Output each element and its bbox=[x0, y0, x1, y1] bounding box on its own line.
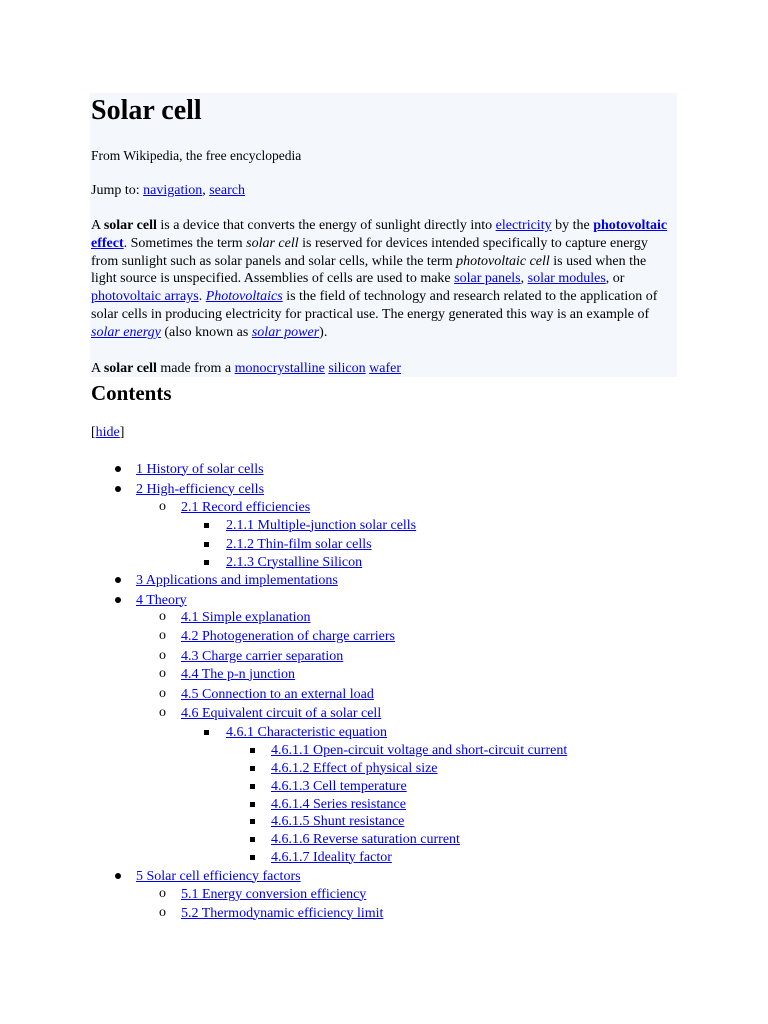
solar-power-link[interactable]: solar power bbox=[251, 324, 320, 340]
solar-panels-link[interactable]: solar panels bbox=[454, 271, 521, 287]
bullet-disc-icon bbox=[115, 577, 121, 583]
toc-toggle-bracket: ] bbox=[119, 425, 125, 440]
bullet-square-icon bbox=[204, 523, 209, 528]
electricity-link[interactable]: electricity bbox=[495, 218, 552, 233]
bullet-circle-icon: o bbox=[159, 647, 166, 663]
bullet-square-icon bbox=[250, 802, 255, 807]
intro-text: is reserved for devices intended specifically to capture energy from sunlight such as solar panels and solar cells, while the term bbox=[91, 235, 648, 269]
bullet-square-icon bbox=[204, 542, 209, 547]
caption-text: A bbox=[91, 361, 104, 376]
photovoltaic-arrays-link[interactable]: photovoltaic arrays bbox=[91, 289, 199, 305]
solar-energy-link[interactable]: solar energy bbox=[91, 324, 161, 340]
bullet-disc-icon bbox=[115, 873, 121, 879]
intro-text: is the field of technology and research related to the application of solar cells in producing electricity for practical use. The energy generated this way is an example of bbox=[91, 289, 658, 322]
bullet-disc-icon bbox=[115, 597, 121, 603]
toc-link[interactable]: 2.1.3 Crystalline Silicon bbox=[226, 554, 363, 570]
intro-text: by the bbox=[551, 218, 594, 233]
intro-term-italic: photovoltaic cell bbox=[456, 253, 550, 269]
toc-link[interactable]: 4.6.1.5 Shunt resistance bbox=[271, 813, 405, 829]
bullet-circle-icon: o bbox=[159, 665, 166, 681]
toc-link[interactable]: 5.1 Energy conversion efficiency bbox=[181, 886, 367, 902]
page-title: Solar cell bbox=[91, 95, 202, 126]
bullet-square-icon bbox=[250, 766, 255, 771]
bullet-square-icon bbox=[250, 784, 255, 789]
bullet-disc-icon bbox=[115, 466, 121, 472]
toc-link[interactable]: 4.6.1.1 Open-circuit voltage and short-circuit current bbox=[271, 742, 568, 758]
intro-term-bold: solar cell bbox=[103, 218, 157, 233]
wafer-link[interactable]: wafer bbox=[369, 361, 402, 376]
intro-paragraph bbox=[91, 217, 669, 342]
bullet-circle-icon: o bbox=[159, 498, 166, 514]
bullet-circle-icon: o bbox=[159, 627, 166, 643]
intro-text: , or bbox=[605, 271, 625, 287]
toc-link[interactable]: 5.2 Thermodynamic efficiency limit bbox=[181, 905, 384, 921]
toc-link[interactable]: 5 Solar cell efficiency factors bbox=[136, 868, 301, 884]
toc-link[interactable]: 4.6.1.7 Ideality factor bbox=[271, 849, 392, 865]
bullet-circle-icon: o bbox=[159, 685, 166, 701]
intro-text: . bbox=[198, 289, 206, 305]
bullet-square-icon bbox=[250, 819, 255, 824]
toc-link[interactable]: 4.6.1.6 Reverse saturation current bbox=[271, 831, 460, 847]
toc-link[interactable]: 4.6 Equivalent circuit of a solar cell bbox=[181, 705, 382, 721]
toc-link[interactable]: 2.1.2 Thin-film solar cells bbox=[226, 536, 372, 552]
bullet-circle-icon: o bbox=[159, 885, 166, 901]
toc-link[interactable]: 4.5 Connection to an external load bbox=[181, 686, 374, 702]
toc-link[interactable]: 4.6.1 Characteristic equation bbox=[226, 724, 387, 740]
intro-term-italic: solar cell bbox=[246, 235, 299, 251]
toc-link[interactable]: 4.6.1.3 Cell temperature bbox=[271, 778, 407, 794]
photovoltaics-link[interactable]: Photovoltaics bbox=[205, 289, 283, 305]
toc-link[interactable]: 4.4 The p-n junction bbox=[181, 666, 296, 682]
toc-toggle bbox=[91, 424, 124, 441]
toc-link[interactable]: 2.1.1 Multiple-junction solar cells bbox=[226, 517, 417, 533]
bullet-circle-icon: o bbox=[159, 704, 166, 720]
bullet-circle-icon: o bbox=[159, 608, 166, 624]
jump-to-label: Jump to: bbox=[91, 183, 140, 198]
toc-link[interactable]: 4.6.1.4 Series resistance bbox=[271, 796, 406, 812]
solar-modules-link[interactable]: solar modules bbox=[527, 271, 606, 287]
silicon-link[interactable]: silicon bbox=[328, 361, 366, 376]
bullet-disc-icon bbox=[115, 486, 121, 492]
intro-text: ). bbox=[319, 324, 328, 340]
toc-link[interactable]: 4.6.1.2 Effect of physical size bbox=[271, 760, 438, 776]
monocrystalline-link[interactable]: monocrystalline bbox=[234, 361, 325, 376]
toc-hide-link[interactable]: hide bbox=[95, 425, 120, 440]
site-tagline: From Wikipedia, the free encyclopedia bbox=[91, 148, 302, 163]
intro-text: is used when the light source is unspecified. Assemblies of cells are used to make bbox=[91, 253, 647, 287]
toc-link[interactable]: 4 Theory bbox=[136, 592, 187, 608]
toc-toggle-bracket: [ bbox=[91, 425, 96, 440]
bullet-square-icon bbox=[250, 837, 255, 842]
toc-link[interactable]: 3 Applications and implementations bbox=[136, 572, 338, 588]
image-caption bbox=[91, 360, 401, 377]
bullet-square-icon bbox=[204, 730, 209, 735]
toc-link[interactable]: 4.3 Charge carrier separation bbox=[181, 648, 344, 664]
toc-link[interactable]: 1 History of solar cells bbox=[136, 461, 264, 477]
photovoltaic-effect-link[interactable]: photovoltaic effect bbox=[91, 218, 668, 251]
toc-title: Contents bbox=[91, 381, 172, 405]
caption-text: made from a bbox=[156, 361, 235, 376]
caption-term-bold: solar cell bbox=[103, 361, 157, 376]
intro-text: is a device that converts the energy of sunlight directly into bbox=[156, 218, 496, 233]
toc-link[interactable]: 2 High-efficiency cells bbox=[136, 481, 265, 497]
bullet-square-icon bbox=[250, 748, 255, 753]
toc-link[interactable]: 2.1 Record efficiencies bbox=[181, 499, 311, 515]
bullet-circle-icon: o bbox=[159, 904, 166, 920]
jump-to-links bbox=[91, 182, 245, 199]
bullet-square-icon bbox=[204, 560, 209, 565]
toc-link[interactable]: 4.2 Photogeneration of charge carriers bbox=[181, 628, 395, 644]
navigation-link[interactable]: navigation bbox=[143, 183, 203, 198]
jump-separator: , bbox=[202, 183, 206, 198]
toc-link[interactable]: 4.1 Simple explanation bbox=[181, 609, 311, 625]
intro-text: A bbox=[91, 218, 104, 233]
search-link[interactable]: search bbox=[209, 183, 245, 198]
bullet-square-icon bbox=[250, 855, 255, 860]
intro-text: (also known as bbox=[160, 324, 252, 340]
intro-text: , bbox=[520, 271, 528, 287]
intro-text: . Sometimes the term bbox=[123, 235, 247, 251]
